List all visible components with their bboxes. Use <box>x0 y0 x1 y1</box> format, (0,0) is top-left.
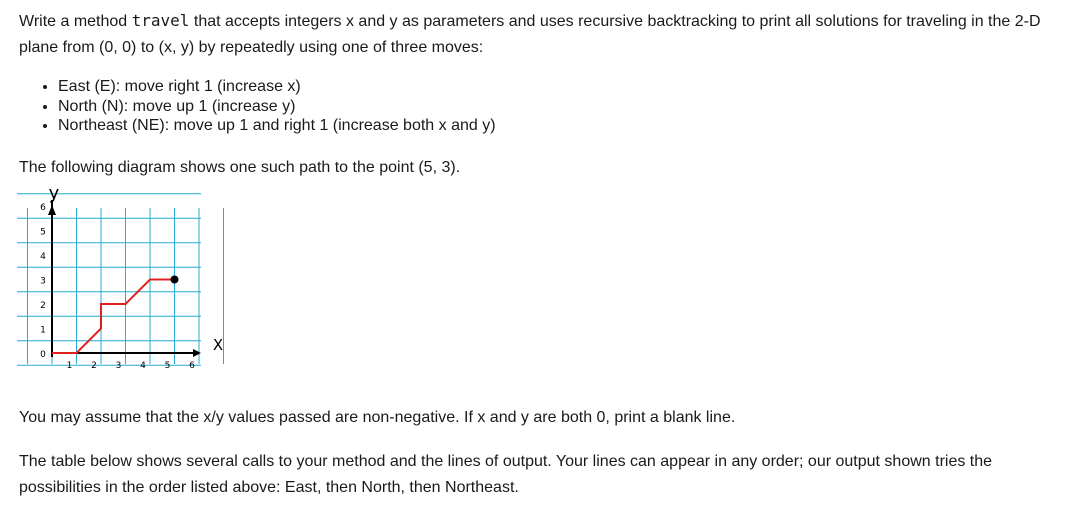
x-axis-arrowhead <box>193 349 201 357</box>
x-tick-labels <box>67 361 196 371</box>
diagram-caption: The following diagram shows one such path to the point (5, 3). <box>19 159 461 176</box>
y-tick-label: 0 <box>40 350 46 360</box>
method-name-code: travel <box>131 11 190 30</box>
x-tick-label: 2 <box>91 361 97 371</box>
y-tick-label: 3 <box>40 276 46 287</box>
path-diagram-svg <box>14 183 234 413</box>
y-tick-label: 4 <box>40 252 46 262</box>
path-end-point <box>171 276 179 284</box>
y-tick-label: 6 <box>40 203 46 213</box>
assumption-paragraph: You may assume that the x/y values passed are non-negative. If x and y are both 0, print a blank line. <box>19 409 736 426</box>
y-tick-label: 2 <box>40 301 46 311</box>
moves-list <box>38 77 496 136</box>
x-axis-label: X <box>212 336 224 354</box>
y-tick-label: 1 <box>40 325 46 336</box>
grid-lines <box>17 194 224 366</box>
x-tick-label: 4 <box>140 361 146 371</box>
y-tick-label: 5 <box>40 227 46 238</box>
move-northeast-item: • Northeast (NE): move up 1 and right 1 (increase both x and y) <box>58 116 496 136</box>
intro-text-start: Write a method <box>19 13 132 30</box>
move-east-item: • East (E): move right 1 (increase x) <box>58 77 496 97</box>
move-north-item: • North (N): move up 1 (increase y) <box>58 97 496 117</box>
y-tick-labels <box>40 203 46 360</box>
x-tick-label: 3 <box>115 361 122 371</box>
y-axis-arrowhead <box>48 205 56 215</box>
x-tick-label: 6 <box>189 361 195 371</box>
intro-paragraph <box>19 8 1069 61</box>
intro-text-end: that accepts integers x and y as parameters and uses recursive backtracking to print all solutions for traveling in the 2-D plane from (0, 0) to (x, y) by repeatedly using one of three moves: <box>19 13 1041 56</box>
x-tick-label: 5 <box>164 361 171 371</box>
path-diagram <box>14 183 234 418</box>
y-axis-label: y <box>48 183 60 204</box>
x-tick-label: 1 <box>66 361 73 371</box>
table-intro-paragraph: The table below shows several calls to your method and the lines of output. Your lines can appear in any order; our output shown tries the possibilities in the order listed above: East, then North, then Northeast. <box>19 453 993 496</box>
